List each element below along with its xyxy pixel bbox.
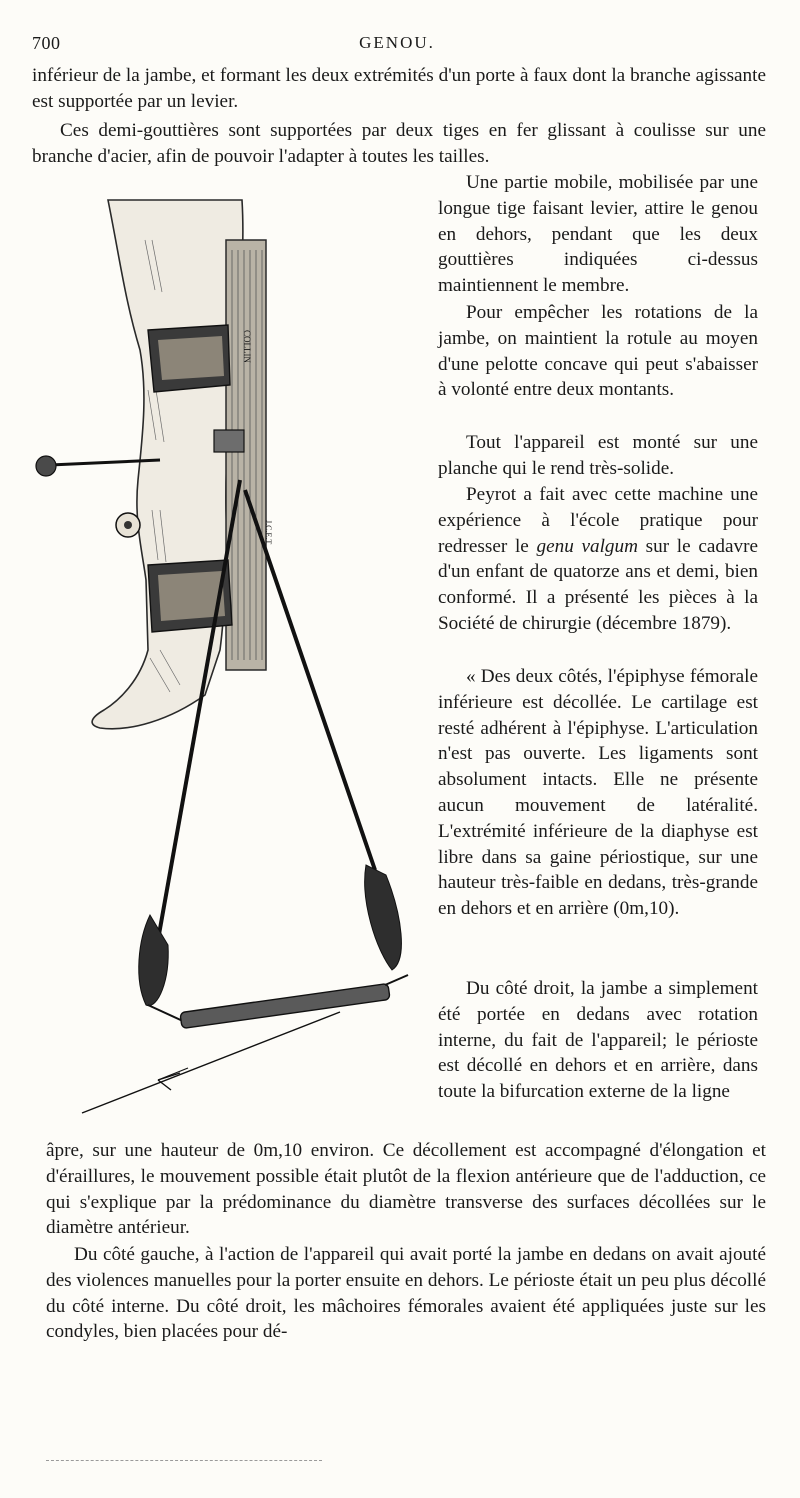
page-header: [32, 33, 762, 59]
handle-left: [139, 915, 168, 1006]
knee-apparatus-illustration: [30, 180, 430, 1125]
lever-right: [245, 490, 375, 870]
screw-knob: [36, 456, 56, 476]
paragraph-6: [438, 482, 758, 637]
signature-engraving: J.C.E.T: [264, 520, 273, 545]
paragraph-9: âpre, sur une hauteur de 0m,10 environ. Ce décollement est accompagné d'élongation et d'éraillures, le mouvement possible était plutôt de la flexion antérieure que de l'adduction, ce qui s'explique par la prédominance du diamètre transverse des surfaces décollées sur le diamètre antérieur.: [46, 1140, 766, 1239]
paragraph-2: Ces demi-gouttières sont supportées par deux tiges en fer glissant à coulisse sur une branche d'acier, afin de pouvoir l'adapter à toutes les tailles.: [32, 120, 766, 167]
footer-rule: [46, 1460, 322, 1461]
pull-line: [82, 1012, 340, 1113]
running-title: GENOU.: [359, 33, 435, 52]
board-engraving: COLLIN: [242, 330, 252, 363]
paragraph-6-italic-term: genu valgum: [536, 535, 638, 557]
paragraph-6-text-a: Peyrot a fait avec cette machine une expérience à l'école pratique pour redresser le: [438, 484, 758, 557]
tensioner-bar: [180, 983, 390, 1028]
knee-pad: [214, 430, 244, 452]
paragraph-8: Du côté droit, la jambe a simplement été portée en dedans avec rotation interne, du fait de l'appareil; le périoste est décollé en dehors et en arrière, dans toute la bifurcation externe de la ligne: [438, 978, 758, 1103]
leg-outline: [92, 200, 243, 729]
paragraph-1: inférieur de la jambe, et formant les deux extrémités d'un porte à faux dont la branche agissante est supportée par un levier.: [32, 65, 766, 112]
page-number: 700: [32, 33, 61, 53]
paragraph-10: Du côté gauche, à l'action de l'appareil qui avait porté la jambe en dedans on avait ajouté des violences manuelles pour la porter ensuite en dehors. Le périoste était un peu plus décollé du côté interne. Du côté droit, les mâchoires fémorales avaient été appliquées juste sur les condyles, bien placées pour dé-: [46, 1244, 766, 1343]
paragraph-3: Une partie mobile, mobilisée par une longue tige faisant levier, attire le genou en dehors, pendant que les deux gouttières indiquées ci-dessus maintiennent le membre.: [438, 172, 758, 297]
handle-right: [365, 865, 402, 970]
paragraph-6-text-b: sur le cadavre d'un enfant de quatorze ans et demi, bien conformé. Il a présenté les pièces à la Société de chirurgie (décembre 1879).: [438, 535, 758, 634]
paragraph-4: Pour empêcher les rotations de la jambe, on maintient la rotule au moyen d'une pelotte concave qui peut s'abaisser à volonté entre deux montants.: [438, 302, 758, 401]
apparatus-engraving: [30, 180, 430, 1125]
paragraph-7-quote: « Des deux côtés, l'épiphyse fémorale inférieure est décollée. Le cartilage est resté adhérent à l'épiphyse. L'articulation n'est pas ouverte. Les ligaments sont absolument intacts. Elle ne présente aucun mouvement de latéralité. L'extrémité inférieure de la diaphyse est libre dans sa gaine périostique, sur une hauteur très-faible en dedans, très-grande en dehors et en arrière (0m,10).: [438, 666, 758, 920]
paragraph-5: Tout l'appareil est monté sur une planche qui le rend très-solide.: [438, 432, 758, 479]
